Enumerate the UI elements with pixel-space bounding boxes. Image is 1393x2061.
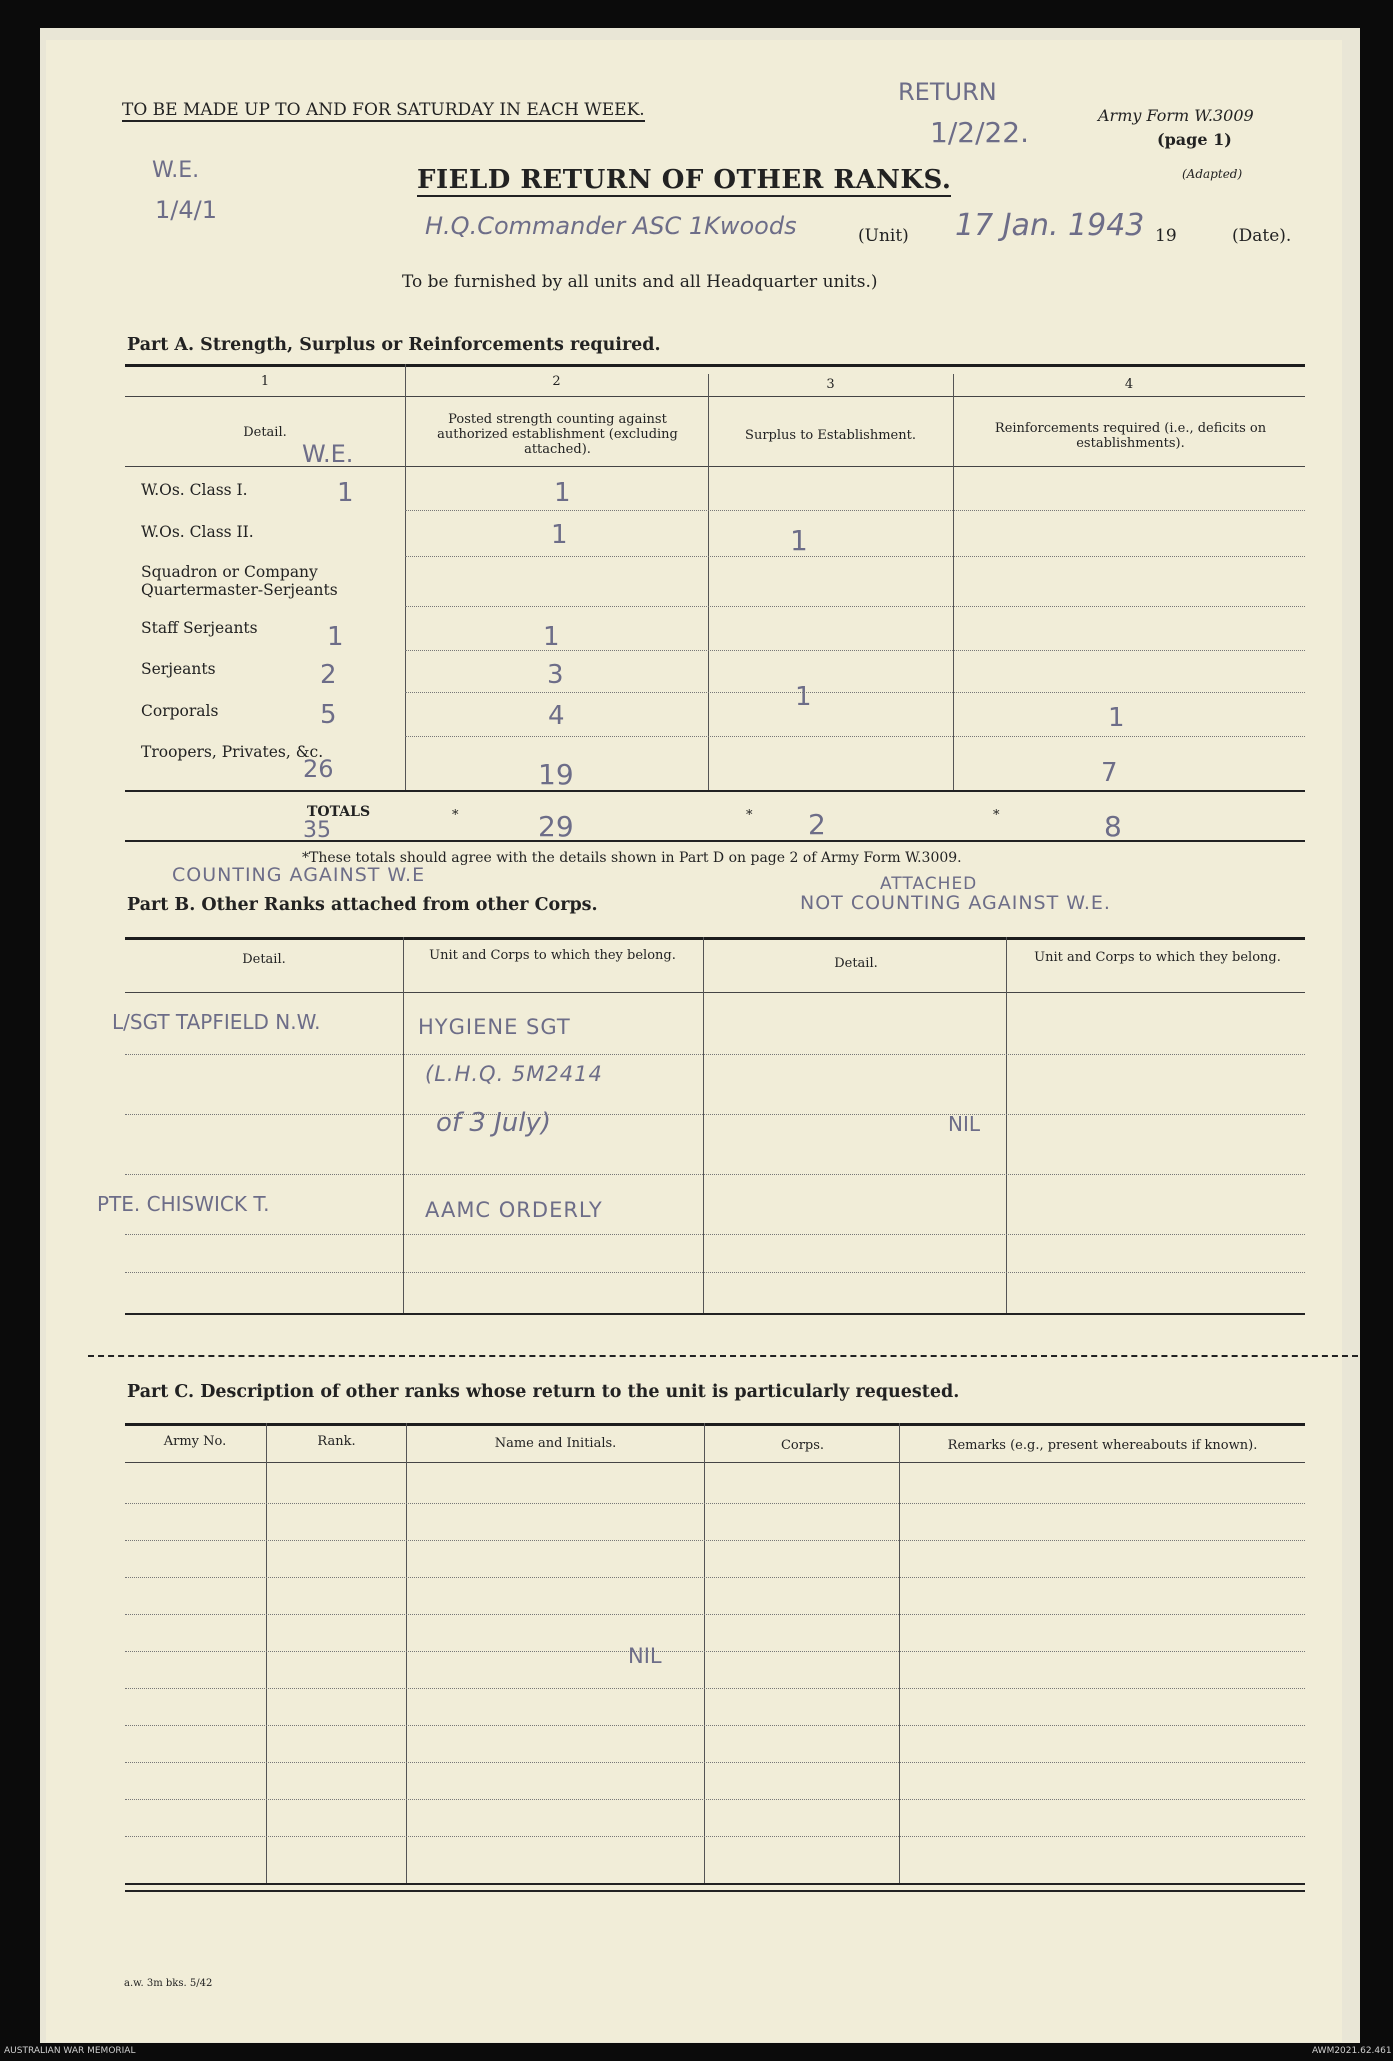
footer-accession: AWM2021.62.461 bbox=[1312, 2046, 1392, 2056]
total-surplus: 2 bbox=[808, 808, 826, 841]
year-prefix: 19 bbox=[1155, 226, 1177, 246]
part-a-heading: Part A. Strength, Surplus or Reinforcements required. bbox=[127, 335, 661, 355]
part-b-col-unit-1: Unit and Corps to which they belong. bbox=[429, 948, 676, 963]
row-detail: Corporals bbox=[141, 702, 219, 720]
row-we: 1 bbox=[327, 622, 344, 652]
handwritten-we: W.E. bbox=[152, 158, 200, 183]
row-detail: W.Os. Class II. bbox=[141, 523, 254, 541]
part-b-col-detail-2: Detail. bbox=[834, 956, 878, 971]
col-number-4: 4 bbox=[1124, 377, 1134, 392]
handwritten-we-number: 1/4/1 bbox=[155, 196, 217, 224]
handwritten-unit: H.Q.Commander ASC 1Kwoods bbox=[425, 212, 797, 240]
print-code: a.w. 3m bks. 5/42 bbox=[124, 1978, 213, 1989]
row-we: 26 bbox=[303, 755, 334, 783]
handwritten-we-column: W.E. bbox=[302, 440, 354, 468]
date-label: (Date). bbox=[1232, 226, 1292, 246]
row-posted: 3 bbox=[547, 660, 564, 690]
col-header-surplus: Surplus to Establishment. bbox=[745, 428, 916, 443]
handwritten-date: 17 Jan. 1943 bbox=[955, 208, 1145, 243]
row-we: 5 bbox=[320, 700, 337, 730]
handwritten-return: RETURN bbox=[898, 78, 997, 106]
attached-unit: HYGIENE SGT bbox=[418, 1015, 571, 1039]
subtitle: To be furnished by all units and all Headquarter units.) bbox=[402, 272, 878, 292]
attached-unit-date: of 3 July) bbox=[436, 1108, 552, 1138]
row-posted: 19 bbox=[538, 758, 574, 791]
row-reinforcements: 7 bbox=[1101, 758, 1118, 788]
col-number-1: 1 bbox=[260, 374, 270, 389]
total-we: 35 bbox=[303, 818, 331, 843]
row-detail: Troopers, Privates, &c. bbox=[141, 743, 324, 761]
col-header-reinforcements: Reinforcements required (i.e., deficits on establishments). bbox=[994, 421, 1267, 451]
part-c-heading: Part C. Description of other ranks whose return to the unit is particularly requested. bbox=[127, 1382, 960, 1402]
handwritten-return-date: 1/2/22. bbox=[930, 116, 1030, 149]
attached-detail: L/SGT TAPFIELD N.W. bbox=[112, 1010, 321, 1034]
page-title: FIELD RETURN OF OTHER RANKS. bbox=[417, 165, 952, 195]
col-header-posted: Posted strength counting against authorized establishment (excluding attached). bbox=[437, 412, 678, 457]
part-b-col-detail-1: Detail. bbox=[242, 952, 286, 967]
totals-footnote: *These totals should agree with the details shown in Part D on page 2 of Army Form W.3009. bbox=[302, 850, 962, 866]
row-detail: Squadron or Company Quartermaster-Serjeants bbox=[141, 563, 338, 599]
attached-right-nil: NIL bbox=[948, 1112, 981, 1136]
form-id: Army Form W.3009 bbox=[1098, 106, 1254, 125]
unit-label: (Unit) bbox=[858, 226, 909, 246]
part-b-heading: Part B. Other Ranks attached from other Corps. bbox=[127, 895, 598, 915]
instruction-line: TO BE MADE UP TO AND FOR SATURDAY IN EACH WEEK. bbox=[122, 100, 645, 120]
row-we: 2 bbox=[320, 660, 337, 690]
part-c-col-remarks: Remarks (e.g., present whereabouts if known). bbox=[947, 1438, 1258, 1453]
adapted-note: (Adapted) bbox=[1182, 167, 1243, 181]
total-reinforcements: 8 bbox=[1104, 810, 1122, 843]
total-posted: 29 bbox=[538, 810, 574, 843]
part-c-nil: NIL bbox=[628, 1644, 662, 1668]
part-b-col-unit-2: Unit and Corps to which they belong. bbox=[1034, 950, 1281, 965]
handwritten-counting-note: COUNTING AGAINST W.E bbox=[172, 864, 426, 886]
attached-detail: PTE. CHISWICK T. bbox=[97, 1192, 270, 1216]
row-we: 1 bbox=[337, 478, 354, 508]
row-reinforcements: 1 bbox=[1108, 703, 1125, 733]
col-number-3: 3 bbox=[826, 377, 835, 392]
handwritten-not-counting-note: NOT COUNTING AGAINST W.E. bbox=[800, 892, 1111, 914]
asterisk-reinforcements: * bbox=[993, 808, 1000, 823]
row-posted: 4 bbox=[548, 701, 565, 731]
attached-unit: AAMC ORDERLY bbox=[425, 1198, 603, 1222]
row-detail: Serjeants bbox=[141, 660, 216, 678]
attached-unit-ref: (L.H.Q. 5M2414 bbox=[425, 1062, 603, 1086]
part-c-col-army-no: Army No. bbox=[163, 1434, 227, 1449]
row-detail: Staff Serjeants bbox=[141, 619, 258, 637]
totals-label: TOTALS bbox=[307, 804, 371, 820]
row-posted: 1 bbox=[551, 520, 568, 550]
asterisk-surplus: * bbox=[746, 808, 753, 823]
row-surplus: 1 bbox=[795, 682, 812, 712]
asterisk-posted: * bbox=[452, 808, 459, 823]
handwritten-attached-note: ATTACHED bbox=[880, 874, 978, 894]
col-number-2: 2 bbox=[552, 374, 561, 389]
part-c-col-name: Name and Initials. bbox=[494, 1436, 617, 1451]
row-surplus: 1 bbox=[790, 524, 808, 557]
col-header-detail: Detail. bbox=[243, 425, 287, 440]
row-posted: 1 bbox=[543, 622, 560, 652]
part-c-col-corps: Corps. bbox=[780, 1438, 825, 1453]
row-detail: W.Os. Class I. bbox=[141, 481, 248, 499]
row-posted: 1 bbox=[554, 478, 571, 508]
part-c-col-rank: Rank. bbox=[317, 1434, 356, 1449]
page-number: (page 1) bbox=[1157, 130, 1232, 149]
footer-institution: AUSTRALIAN WAR MEMORIAL bbox=[4, 2046, 136, 2056]
